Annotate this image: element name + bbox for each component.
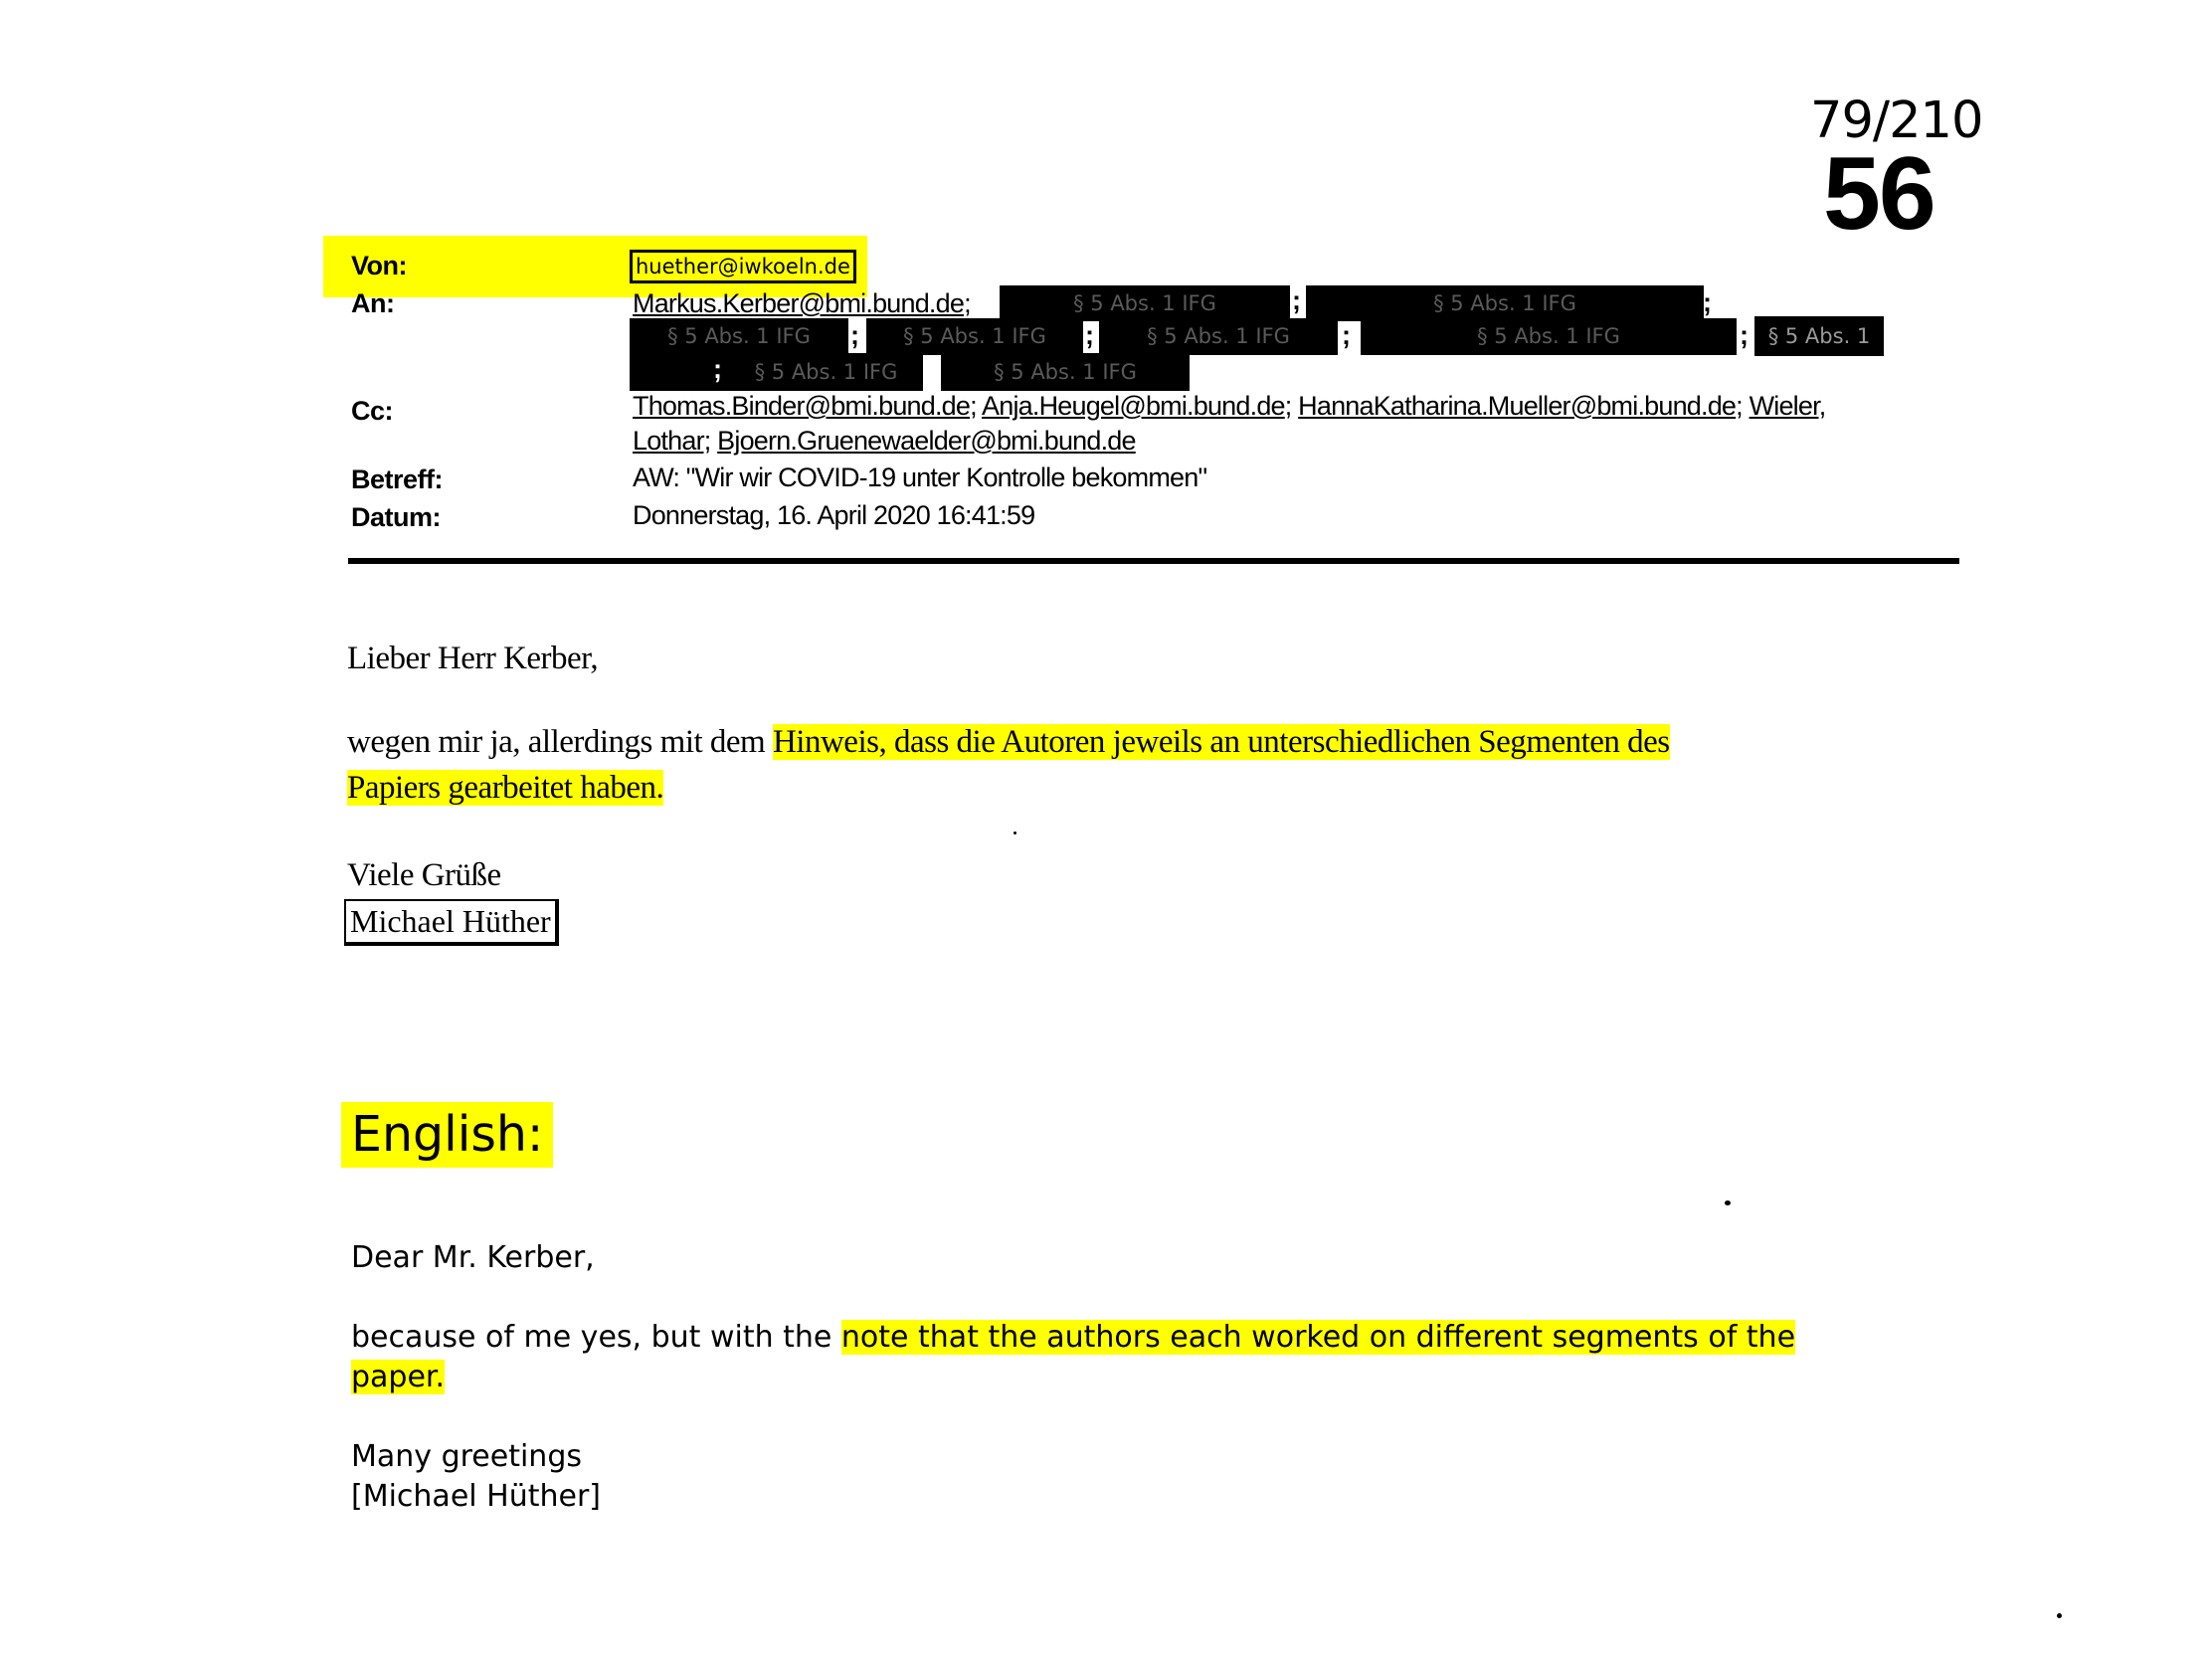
cc-email-heugel[interactable]: Anja.Heugel@bmi.bund.de <box>982 391 1285 421</box>
redaction-box: § 5 Abs. 1 IFG <box>941 353 1190 391</box>
scan-speck <box>1725 1200 1731 1205</box>
recipient-separator: ; <box>1292 285 1301 315</box>
from-label: Von: <box>351 251 407 280</box>
english-greeting: Dear Mr. Kerber, <box>351 1240 595 1275</box>
german-greeting: Lieber Herr Kerber, <box>347 641 599 676</box>
recipient-separator: ; <box>925 354 934 384</box>
recipient-separator: ; <box>713 354 722 384</box>
cc-email-gruenewaelder[interactable]: Bjoern.Gruenewaelder@bmi.bund.de <box>717 426 1136 456</box>
recipient-separator: ; <box>1085 320 1094 350</box>
subject-value: AW: "Wir wir COVID-19 unter Kontrolle bekommen" <box>633 462 1207 492</box>
date-value: Donnerstag, 16. April 2020 16:41:59 <box>633 500 1035 530</box>
page-fraction: 79/210 <box>1810 92 1983 150</box>
cc-line-2 <box>633 426 1136 457</box>
redaction-box: § 5 Abs. 1 IFG <box>1306 285 1704 321</box>
english-body-line-1 <box>351 1320 1795 1355</box>
german-body-line-2 <box>347 770 663 807</box>
redaction-box: § 5 Abs. 1 IFG <box>729 353 923 391</box>
header-divider <box>348 558 1959 564</box>
recipient-separator: ; <box>1740 320 1749 350</box>
page-number: 56 <box>1823 136 1935 252</box>
redaction-box: § 5 Abs. 1 IFG <box>1000 285 1290 321</box>
english-body-line-2 <box>351 1360 445 1394</box>
redaction-box: § 5 Abs. 1 <box>1754 316 1884 356</box>
cc-name-wieler[interactable]: Wieler, <box>1749 391 1826 421</box>
cc-line-1: Thomas.Binder@bmi.bund.de; Anja.Heugel@bmi.bund.de; HannaKatharina.Mueller@bmi.bund.de; Wieler, <box>633 391 1826 421</box>
redaction-box: § 5 Abs. 1 IFG <box>630 318 848 355</box>
to-label: An: <box>351 288 395 318</box>
cc-label: Cc: <box>351 396 394 426</box>
cc-name-lothar[interactable]: Lothar; <box>633 426 711 456</box>
scan-speck <box>1014 831 1016 834</box>
recipient-separator: ; <box>850 320 859 350</box>
english-signature: [Michael Hüther] <box>351 1479 601 1514</box>
recipient-separator: ; <box>1703 287 1712 317</box>
redaction-box: § 5 Abs. 1 IFG <box>1099 318 1338 355</box>
cc-email-binder[interactable]: Thomas.Binder@bmi.bund.de <box>633 391 971 421</box>
german-body-plain: wegen mir ja, allerdings mit dem <box>347 724 773 760</box>
subject-label: Betreff: <box>351 464 444 494</box>
redaction-box: § 5 Abs. 1 IFG <box>866 318 1083 355</box>
from-email[interactable]: huether@iwkoeln.de <box>630 250 856 283</box>
recipient-separator: ; <box>1342 320 1351 350</box>
english-body-highlight: note that the authors each worked on different segments of the <box>840 1320 1796 1355</box>
english-body-highlight: paper. <box>351 1360 446 1394</box>
german-body-line-1 <box>347 724 1670 761</box>
english-closing: Many greetings <box>351 1439 582 1474</box>
to-email-kerber[interactable]: Markus.Kerber@bmi.bund.de; <box>633 288 971 318</box>
english-heading: English: <box>341 1102 553 1168</box>
german-closing: Viele Grüße <box>347 857 501 893</box>
english-body-plain: because of me yes, but with the <box>351 1320 841 1355</box>
german-body-highlight: Hinweis, dass die Autoren jeweils an unterschiedlichen Segmenten des <box>772 724 1670 760</box>
date-label: Datum: <box>351 502 441 532</box>
german-body-highlight: Papiers gearbeitet haben. <box>347 770 664 806</box>
german-signature: Michael Hüther <box>344 899 559 946</box>
cc-email-mueller[interactable]: HannaKatharina.Mueller@bmi.bund.de <box>1298 391 1737 421</box>
redaction-box: § 5 Abs. 1 IFG <box>1361 318 1737 355</box>
scan-speck <box>2057 1613 2062 1618</box>
